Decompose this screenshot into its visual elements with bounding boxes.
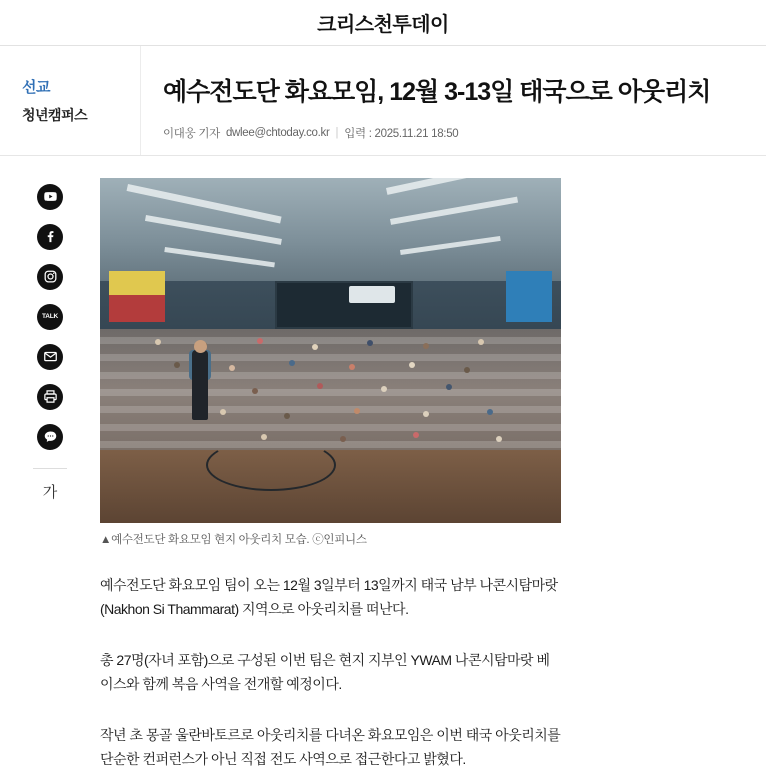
article-paragraph: 작년 초 몽골 울란바토르로 아웃리치를 다녀온 화요모임은 이번 태국 아웃리치를 단순한 컨퍼런스가 아닌 직접 전도 사역으로 접근한다고 밝혔다. xyxy=(100,726,561,766)
photo-speaker-head xyxy=(194,340,207,353)
article-photo xyxy=(100,178,561,523)
photo-speaker-legs xyxy=(192,350,208,420)
youtube-icon[interactable] xyxy=(37,184,63,210)
photo-air-conditioner xyxy=(349,286,395,303)
photo-audience xyxy=(100,329,561,453)
font-size-button[interactable]: 가 xyxy=(42,483,58,501)
page-title: 예수전도단 화요모임, 12월 3-13일 태국으로 아웃리치 xyxy=(163,78,711,106)
byline-author: 이대웅 기자 xyxy=(163,127,220,140)
article-body-wrap xyxy=(0,156,766,766)
site-masthead xyxy=(0,0,766,46)
byline-separator: | xyxy=(335,126,339,139)
share-rail xyxy=(0,156,100,766)
article-figure xyxy=(100,178,562,547)
category-main[interactable]: 선교 xyxy=(22,79,50,96)
category-sub[interactable]: 청년캠퍼스 xyxy=(22,107,88,123)
byline xyxy=(163,125,726,155)
print-icon[interactable] xyxy=(37,384,63,410)
byline-email[interactable]: dwlee@chtoday.co.kr xyxy=(225,126,330,139)
category-column xyxy=(0,46,140,155)
photo-caption: ▲예수전도단 화요모임 현지 아웃리치 모습. ⓒ인피니스 xyxy=(100,533,367,546)
rail-divider xyxy=(33,468,67,469)
photo-wall-panel xyxy=(506,271,552,323)
photo-wall-panel xyxy=(109,295,164,323)
article-paragraph: 총 27명(자녀 포함)으로 구성된 이번 팀은 현지 지부인 YWAM 나콘시탐마랏 베이스와 함께 복음 사역을 전개할 예정이다. xyxy=(100,651,550,692)
instagram-icon[interactable] xyxy=(37,264,63,290)
site-title[interactable]: 크리스천투데이 xyxy=(317,14,449,36)
comment-icon[interactable] xyxy=(37,424,63,450)
kakaotalk-icon[interactable]: TALK xyxy=(37,304,63,330)
byline-date: 입력 : 2025.11.21 18:50 xyxy=(344,127,459,140)
article-header xyxy=(0,46,766,155)
article-paragraph: 예수전도단 화요모임 팀이 오는 12월 3일부터 13일까지 태국 남부 나콘시탐마랏(Nakhon Si Thammarat) 지역으로 아웃리치를 떠난다. xyxy=(100,576,558,617)
headline-column xyxy=(140,46,766,155)
article-content xyxy=(100,156,562,766)
facebook-icon[interactable] xyxy=(37,224,63,250)
email-icon[interactable] xyxy=(37,344,63,370)
